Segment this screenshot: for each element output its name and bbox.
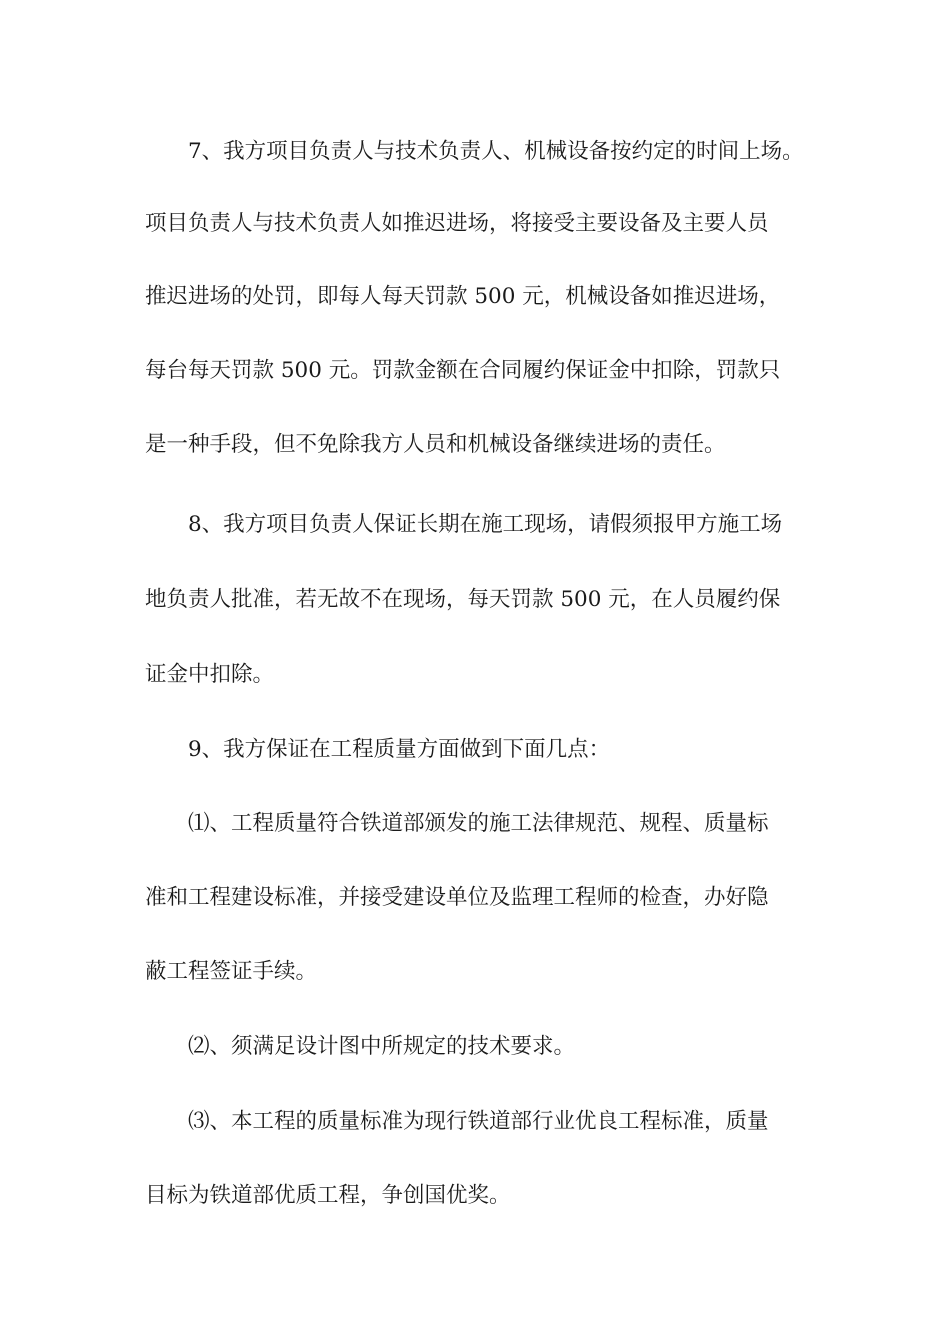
paragraph-7-line-1: 7、我方项目负责人与技术负责人、机械设备按约定的时间上场。 [188,139,804,164]
paragraph-9-heading: 9、我方保证在工程质量方面做到下面几点： [188,737,611,762]
paragraph-8-line-1: 8、我方项目负责人保证长期在施工现场，请假须报甲方施工场 [188,512,783,537]
item-3-line-2: 目标为铁道部优质工程，争创国优奖。 [145,1183,511,1208]
item-1-line-2: 准和工程建设标准，并接受建设单位及监理工程师的检查，办好隐 [145,885,769,910]
paragraph-7-line-4: 每台每天罚款 500 元。罚款金额在合同履约保证金中扣除，罚款只 [145,358,781,383]
item-2-line-1: ⑵、须满足设计图中所规定的技术要求。 [188,1034,576,1059]
paragraph-7-line-5: 是一种手段，但不免除我方人员和机械设备继续进场的责任。 [145,432,726,457]
item-1-line-1: ⑴、工程质量符合铁道部颁发的施工法律规范、规程、质量标 [188,811,769,836]
paragraph-7-line-2: 项目负责人与技术负责人如推迟进场，将接受主要设备及主要人员 [145,211,769,236]
item-1-line-3: 蔽工程签证手续。 [145,959,318,984]
paragraph-8-line-2: 地负责人批准，若无故不在现场，每天罚款 500 元，在人员履约保 [145,587,781,612]
paragraph-8-line-3: 证金中扣除。 [145,662,275,687]
paragraph-7-line-3: 推迟进场的处罚，即每人每天罚款 500 元，机械设备如推迟进场， [145,284,781,309]
item-3-line-1: ⑶、本工程的质量标准为现行铁道部行业优良工程标准，质量 [188,1109,769,1134]
